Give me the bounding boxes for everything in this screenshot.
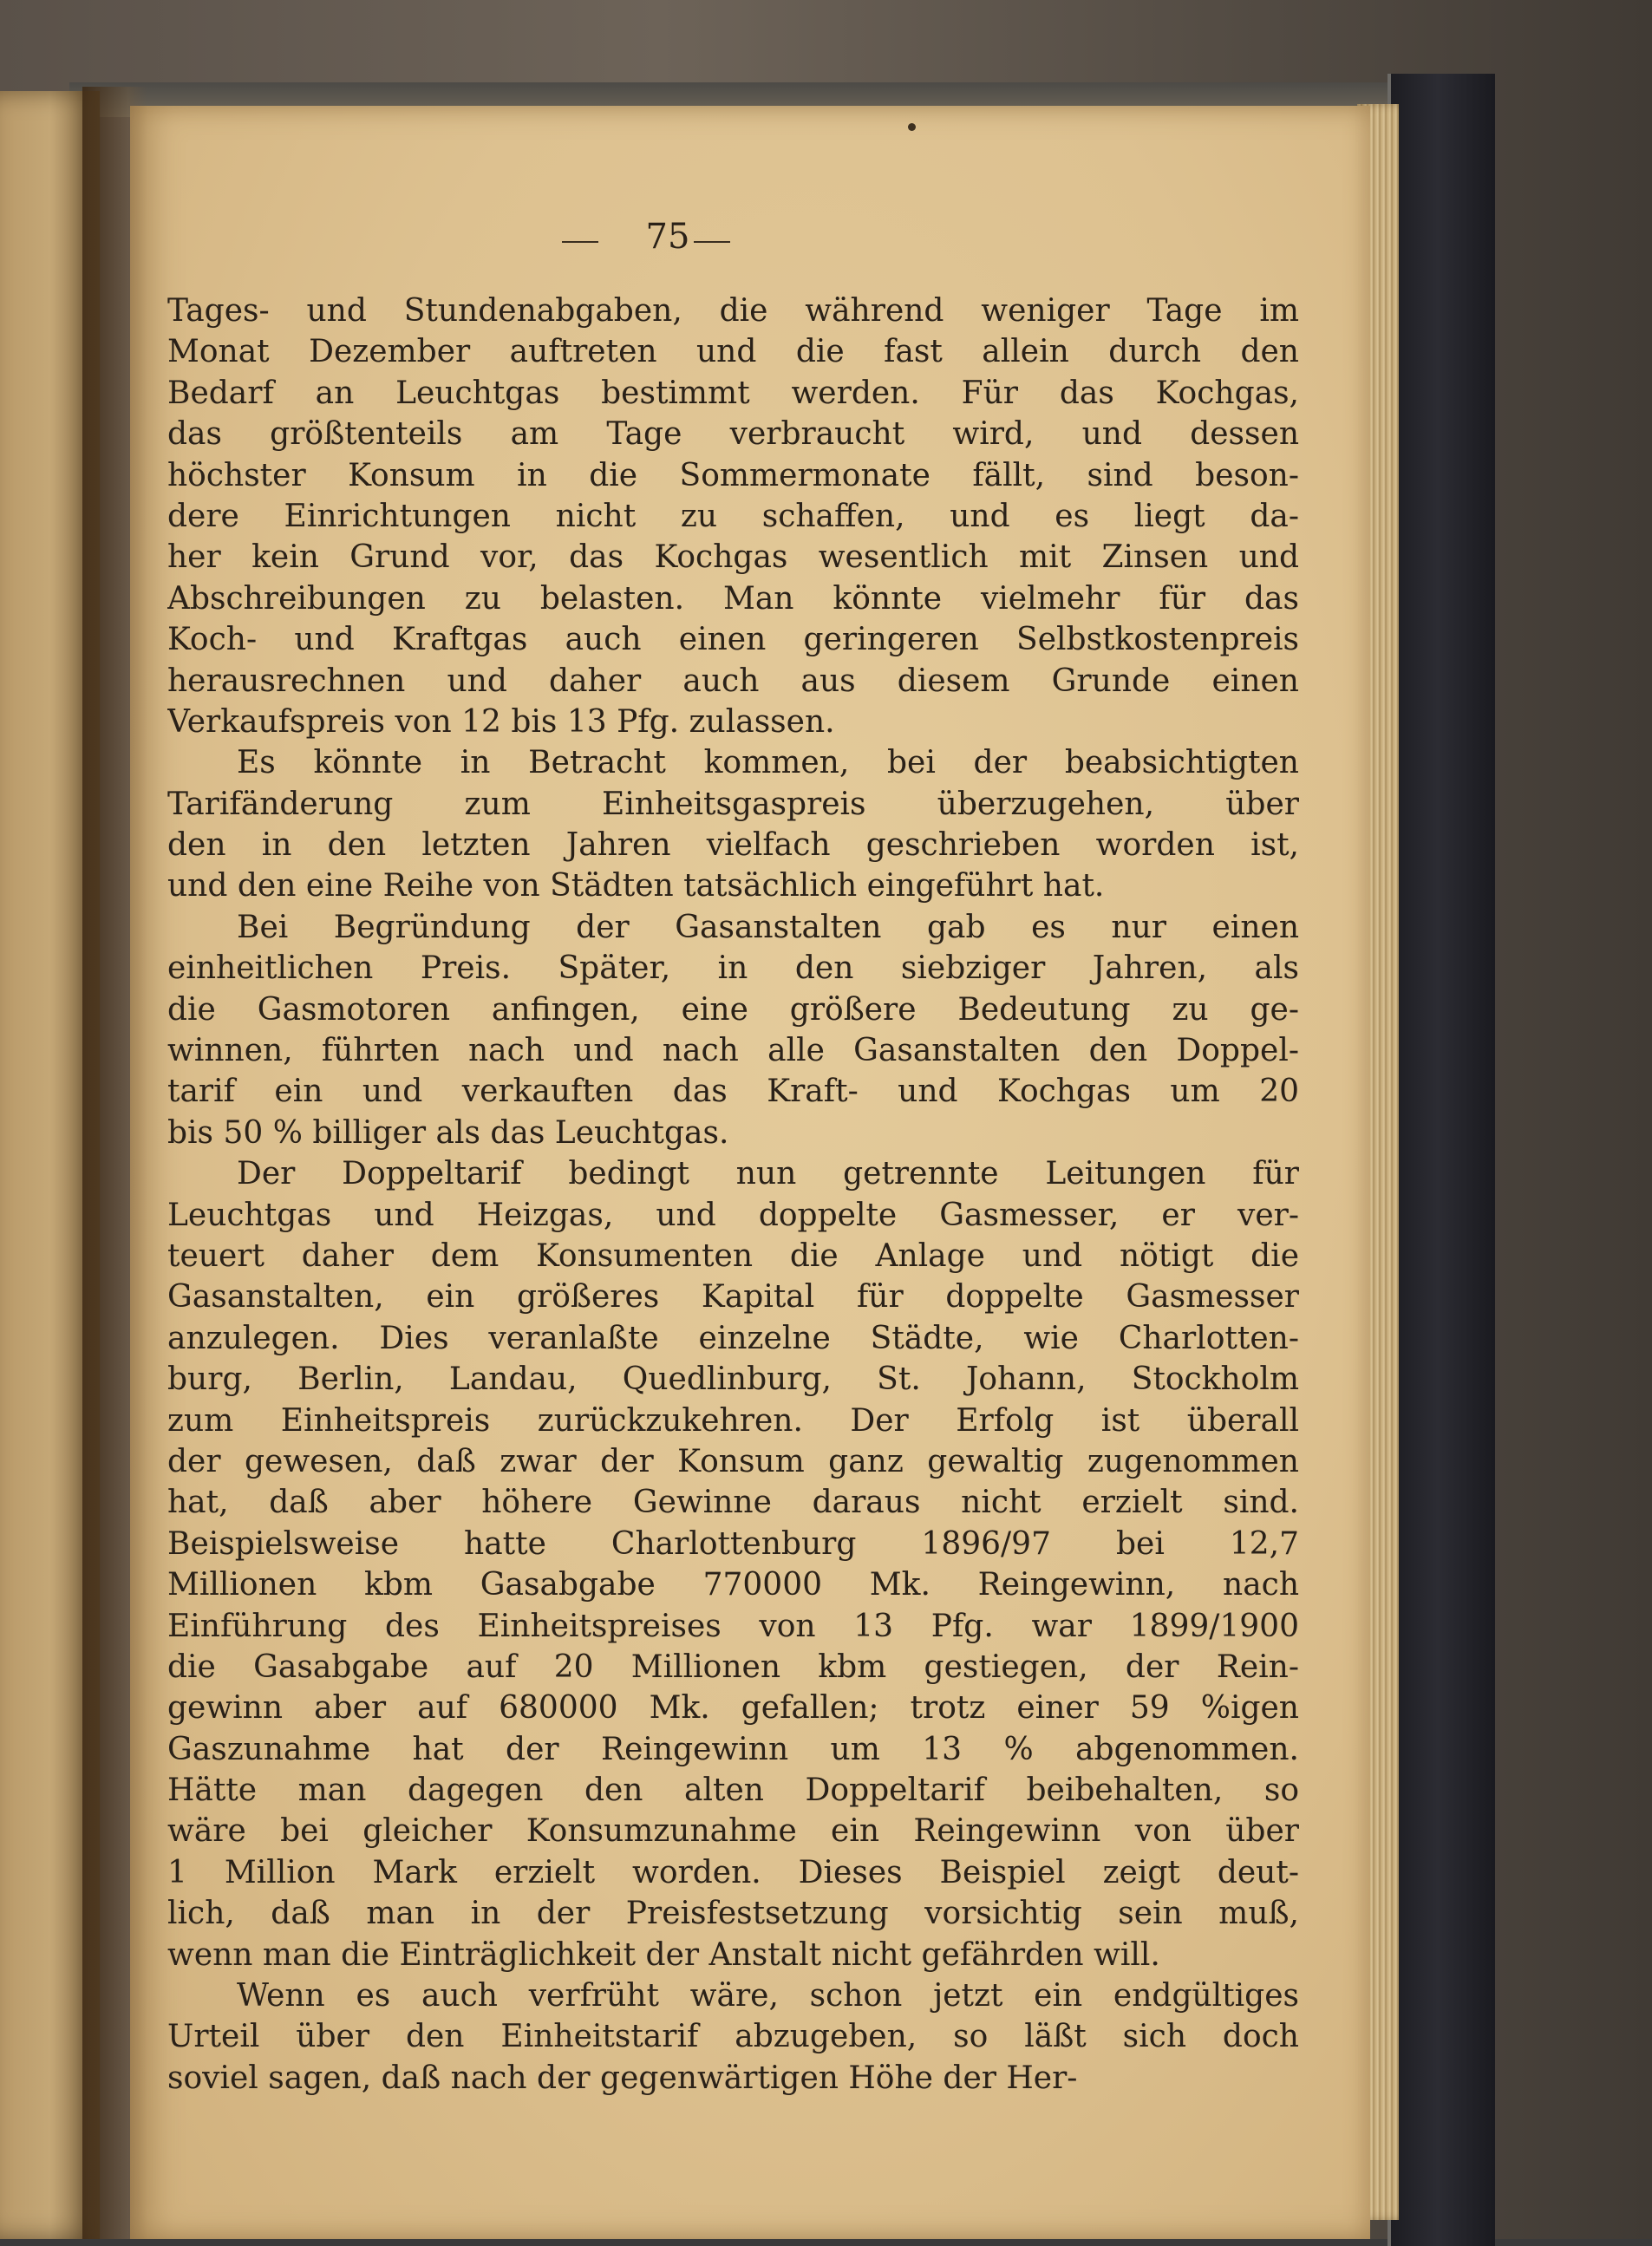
text-line: wäre bei gleicher Konsumzunahme ein Reingewinn von über: [167, 1813, 1299, 1850]
text-line: winnen, führten nach und nach alle Gasanstalten den Doppel-: [167, 1033, 1299, 1069]
text-line: Einführung des Einheitspreises von 13 Pfg. war 1899/1900: [167, 1608, 1299, 1644]
text-line: soviel sagen, daß nach der gegenwärtigen Höhe der Her-: [167, 2060, 1078, 2096]
text-line: Es könnte in Betracht kommen, bei der beabsichtigten: [237, 745, 1299, 781]
text-line: der gewesen, daß zwar der Konsum ganz gewaltig zugenommen: [167, 1443, 1299, 1479]
text-line: dere Einrichtungen nicht zu schaffen, und es liegt da-: [167, 498, 1299, 534]
text-line: Bei Begründung der Gasanstalten gab es nur einen: [237, 909, 1299, 945]
text-line: Hätte man dagegen den alten Doppeltarif beibehalten, so: [167, 1773, 1299, 1809]
text-line: anzulegen. Dies veranlaßte einzelne Städte, wie Charlotten-: [167, 1320, 1299, 1356]
text-line: tarif ein und verkauften das Kraft- und Kochgas um 20: [167, 1074, 1299, 1110]
text-line: Abschreibungen zu belasten. Man könnte vielmehr für das: [167, 580, 1299, 617]
text-line: die Gasmotoren anfingen, eine größere Bedeutung zu ge-: [167, 991, 1299, 1028]
page-number: 75: [645, 217, 690, 257]
paragraph: [167, 907, 1299, 1153]
text-line: herausrechnen und daher auch aus diesem Grunde einen: [167, 663, 1299, 699]
text-line: den in den letzten Jahren vielfach geschrieben worden ist,: [167, 827, 1299, 864]
paragraph: [167, 291, 1299, 742]
paragraph: [167, 1153, 1299, 1975]
text-line: bis 50 % billiger als das Leuchtgas.: [167, 1114, 729, 1151]
book-gutter-shadow: [82, 87, 147, 2239]
text-line: die Gasabgabe auf 20 Millionen kbm gestiegen, der Rein-: [167, 1649, 1299, 1685]
text-line: Leuchtgas und Heizgas, und doppelte Gasmesser, er ver-: [167, 1197, 1299, 1233]
text-line: hat, daß aber höhere Gewinne daraus nicht erzielt sind.: [167, 1485, 1299, 1521]
text-line: Tarifänderung zum Einheitsgaspreis überzugehen, über: [167, 786, 1299, 822]
body-text: [167, 291, 1299, 2099]
text-line: her kein Grund vor, das Kochgas wesentlich mit Zinsen und: [167, 539, 1299, 576]
text-line: Gaszunahme hat der Reingewinn um 13 % abgenommen.: [167, 1731, 1299, 1767]
text-line: Koch- und Kraftgas auch einen geringeren Selbstkostenpreis: [167, 622, 1299, 658]
text-line: das größtenteils am Tage verbraucht wird, und dessen: [167, 416, 1299, 453]
text-line: Wenn es auch verfrüht wäre, schon jetzt ein endgültiges: [237, 1978, 1299, 2014]
text-line: Monat Dezember auftreten und die fast allein durch den: [167, 334, 1299, 370]
text-line: Verkaufspreis von 12 bis 13 Pfg. zulassen.: [167, 703, 835, 740]
text-line: burg, Berlin, Landau, Quedlinburg, St. Johann, Stockholm: [167, 1361, 1299, 1398]
page-number-dash-left: [562, 241, 598, 243]
text-line: Millionen kbm Gasabgabe 770000 Mk. Reingewinn, nach: [167, 1567, 1299, 1603]
paragraph: [167, 742, 1299, 907]
text-line: Gasanstalten, ein größeres Kapital für doppelte Gasmesser: [167, 1279, 1299, 1316]
text-line: höchster Konsum in die Sommermonate fällt, sind beson-: [167, 457, 1299, 493]
text-line: wenn man die Einträglichkeit der Anstalt nicht gefährden will.: [167, 1936, 1160, 1973]
paragraph: [167, 1975, 1299, 2099]
text-line: 1 Million Mark erzielt worden. Dieses Beispiel zeigt deut-: [167, 1854, 1299, 1890]
text-line: Tages- und Stundenabgaben, die während weniger Tage im: [167, 293, 1299, 329]
text-line: Urteil über den Einheitstarif abzugeben, so läßt sich doch: [167, 2019, 1299, 2055]
text-line: zum Einheitspreis zurückzukehren. Der Erfolg ist überall: [167, 1402, 1299, 1439]
text-line: Bedarf an Leuchtgas bestimmt werden. Für das Kochgas,: [167, 375, 1299, 411]
text-line: Beispielsweise hatte Charlottenburg 1896/97 bei 12,7: [167, 1525, 1299, 1562]
text-line: lich, daß man in der Preisfestsetzung vorsichtig sein muß,: [167, 1896, 1299, 1932]
text-line: teuert daher dem Konsumenten die Anlage und nötigt die: [167, 1237, 1299, 1274]
page-number-dash-right: [694, 241, 730, 243]
ink-spot: [908, 123, 916, 131]
text-line: Der Doppeltarif bedingt nun getrennte Leitungen für: [237, 1156, 1299, 1192]
text-line: und den eine Reihe von Städten tatsächlich eingeführt hat.: [167, 868, 1105, 904]
book-cover-right-edge: [1388, 74, 1495, 2246]
text-line: einheitlichen Preis. Später, in den siebziger Jahren, als: [167, 950, 1299, 987]
text-line: gewinn aber auf 680000 Mk. gefallen; trotz einer 59 %igen: [167, 1690, 1299, 1727]
